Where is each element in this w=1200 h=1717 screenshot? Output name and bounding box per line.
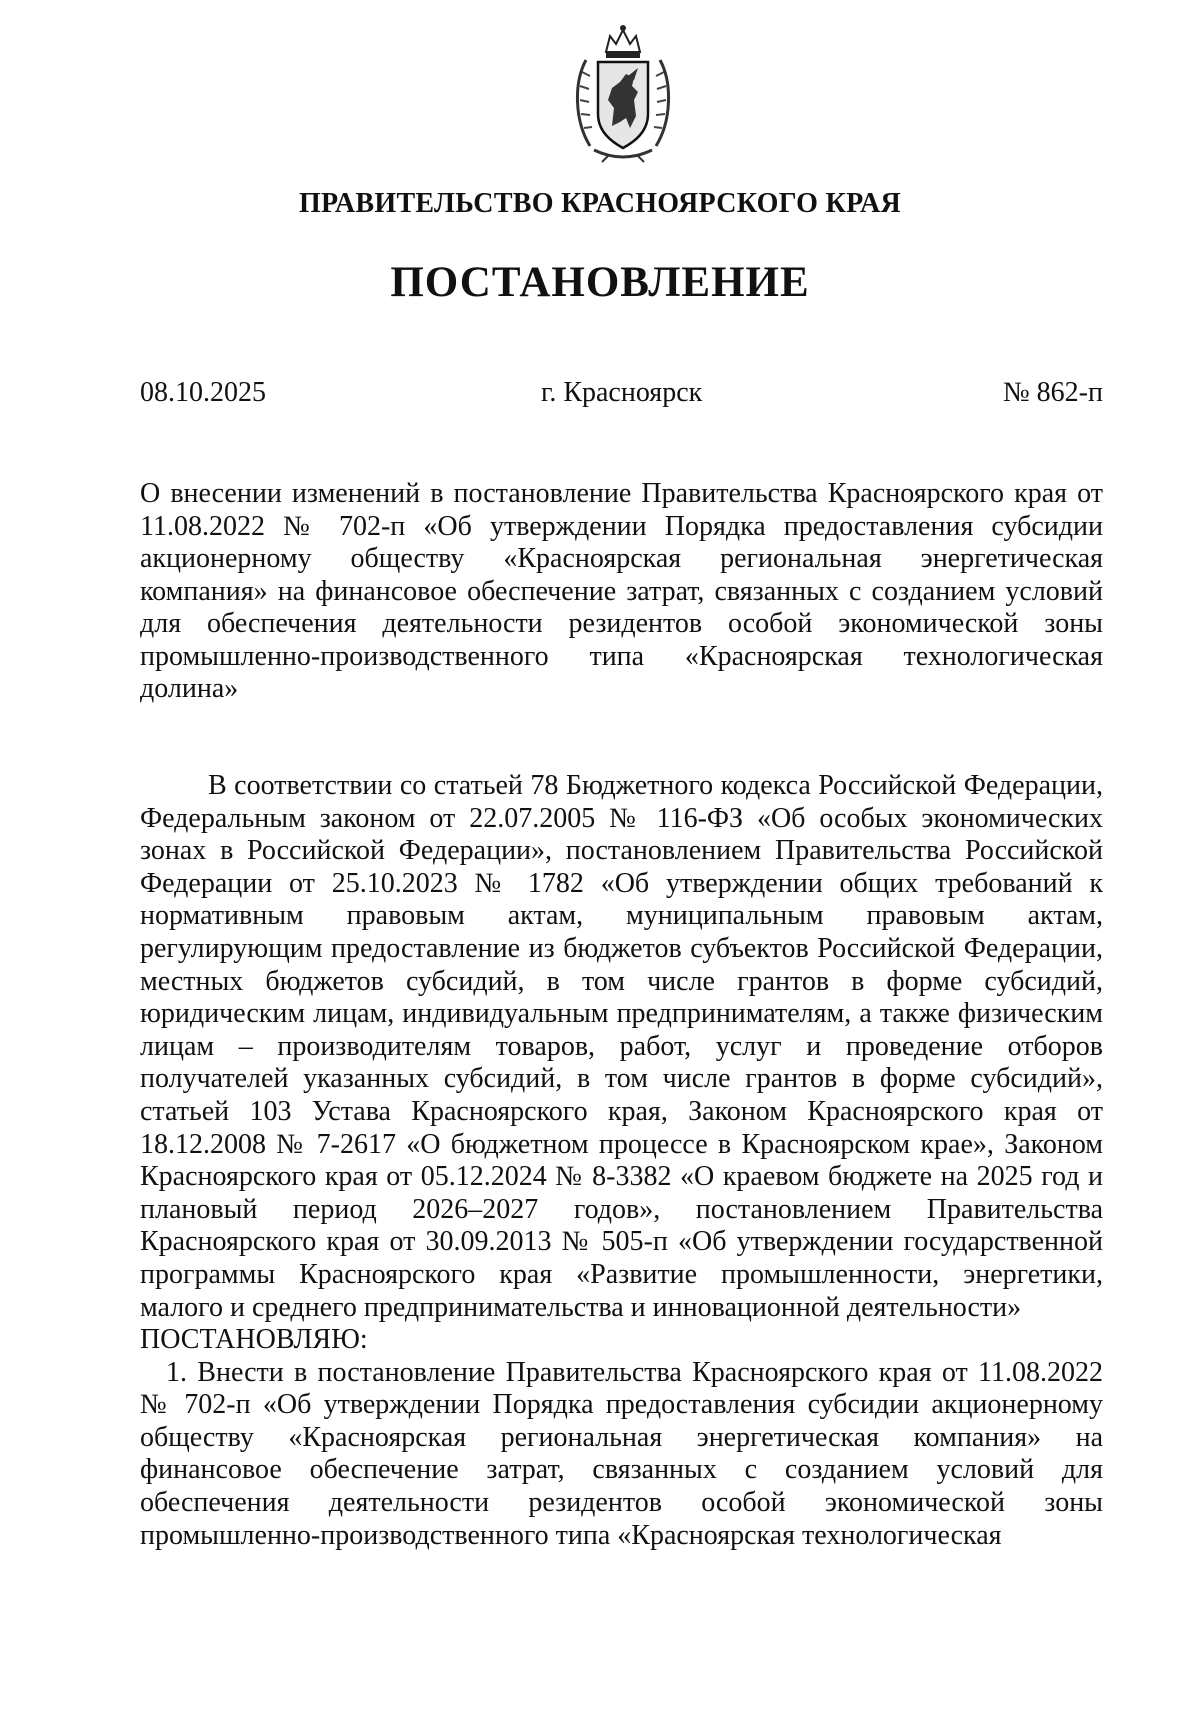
document-type-heading: ПОСТАНОВЛЕНИЕ (390, 259, 810, 306)
document-city: г. Красноярск (541, 377, 703, 408)
document-date: 08.10.2025 (140, 377, 266, 408)
item-1-paragraph: 1. Внести в постановление Правительства Красноярского края от 11.08.2022 № 702-п «Об утверждении Порядка предоставления субсидии акционерному обществу «Красноярская региональная энергетическая компания» на финансовое обеспечение затрат, связанных с созданием условий для обеспечения деятельности резидентов особой экономической зоны промышленно-производственного типа «Красноярская технологическая (140, 1356, 1103, 1551)
coat-of-arms-icon (568, 22, 678, 164)
preamble-paragraph: В соответствии со статьей 78 Бюджетного кодекса Российской Федерации, Федеральным законом от 22.07.2005 № 116-ФЗ «Об особых экономических зонах в Российской Федерации», постановлением Правительства Российской Федерации от 25.10.2023 № 1782 «Об утверждении общих требований к нормативным правовым актам, муниципальным правовым актам, регулирующим предоставление из бюджетов субъектов Российской Федерации, местных бюджетов субсидий, в том числе грантов в форме субсидий, юридическим лицам, индивидуальным предпринимателям, а также физическим лицам – производителям товаров, работ, услуг и проведение отборов получателей указанных субсидий, в том числе грантов в форме субсидий», статьей 103 Устава Красноярского края, Законом Красноярского края от 18.12.2008 № 7-2617 «О бюджетном процессе в Красноярском крае», Законом Красноярского края от 05.12.2024 № 8-3382 «О краевом бюджете на 2025 год и плановый период 2026–2027 годов», постановлением Правительства Красноярского края от 30.09.2013 № 505-п «Об утверждении государственной программы Красноярского края «Развитие промышленности, энергетики, малого и среднего предпринимательства и инновационной деятельности» (140, 770, 1103, 1323)
decree-word: ПОСТАНОВЛЯЮ: (140, 1324, 368, 1356)
document-number: № 862-п (1002, 377, 1103, 408)
government-title: ПРАВИТЕЛЬСТВО КРАСНОЯРСКОГО КРАЯ (298, 188, 902, 219)
document-subject: О внесении изменений в постановление Правительства Красноярского края от 11.08.2022 № 702-п «Об утверждении Порядка предоставления субсидии акционерному обществу «Красноярская региональная энергетическая компания» на финансовое обеспечение затрат, связанных с созданием условий для обеспечения деятельности резидентов особой экономической зоны промышленно-производственного типа «Красноярская технологическая долина» (140, 478, 1103, 704)
document-body (140, 770, 1103, 1552)
